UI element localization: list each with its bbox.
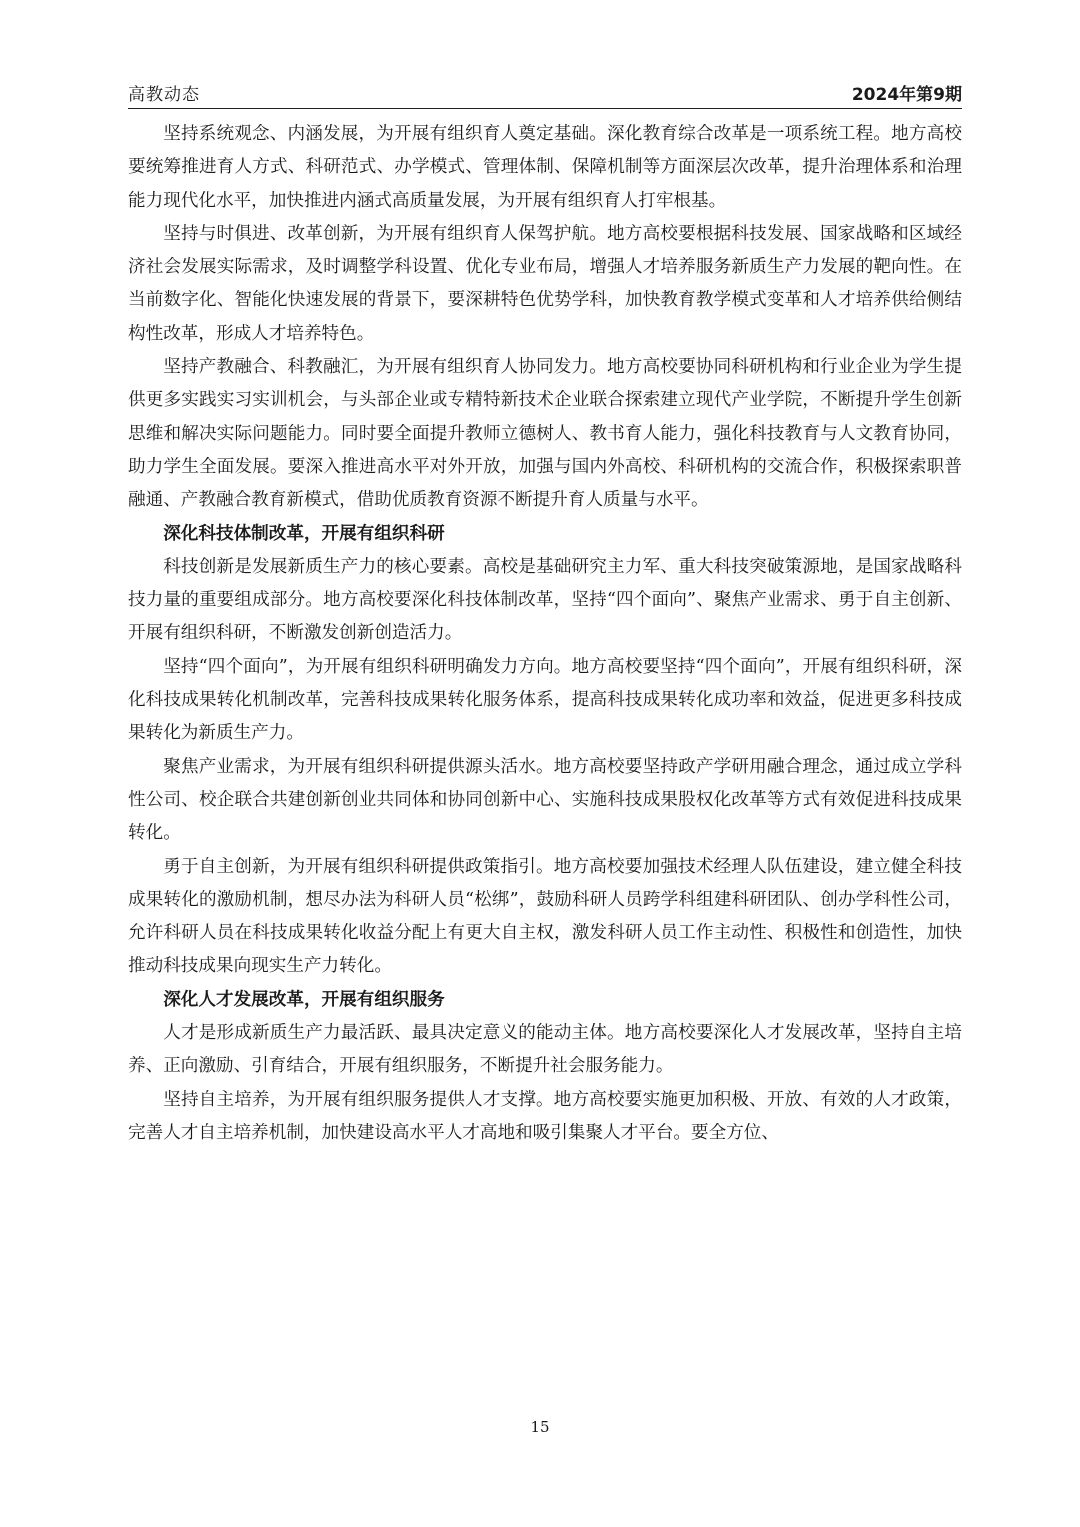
paragraph: 聚焦产业需求，为开展有组织科研提供源头活水。地方高校要坚持政产学研用融合理念，通过成立学科性公司、校企联合共建创新创业共同体和协同创新中心、实施科技成果股权化改革等方式有效促进科技成果转化。 (128, 756, 962, 844)
paragraph: 勇于自主创新，为开展有组织科研提供政策指引。地方高校要加强技术经理人队伍建设，建立健全科技成果转化的激励机制，想尽办法为科研人员“松绑”，鼓励科研人员跨学科组建科研团队、创办学科性公司，允许科研人员在科技成果转化收益分配上有更大自主权，激发科研人员工作主动性、积极性和创造性，加快推动科技成果向现实生产力转化。 (128, 856, 962, 977)
paragraph: 坚持产教融合、科教融汇，为开展有组织育人协同发力。地方高校要协同科研机构和行业企业为学生提供更多实践实习实训机会，与头部企业或专精特新技术企业联合探索建立现代产业学院，不断提升学生创新思维和解决实际问题能力。同时要全面提升教师立德树人、教书育人能力，强化科技教育与人文教育协同，助力学生全面发展。要深入推进高水平对外开放，加强与国内外高校、科研机构的交流合作，积极探索职普融通、产教融合教育新模式，借助优质教育资源不断提升育人质量与水平。 (128, 357, 962, 511)
paragraph: 坚持自主培养，为开展有组织服务提供人才支撑。地方高校要实施更加积极、开放、有效的人才政策，完善人才自主培养机制，加快建设高水平人才高地和吸引集聚人才平台。要全方位、 (128, 1089, 962, 1143)
page-header (128, 78, 962, 109)
section-heading: 深化人才发展改革，开展有组织服务 (163, 989, 445, 1010)
paragraph: 坚持与时俱进、改革创新，为开展有组织育人保驾护航。地方高校要根据科技发展、国家战略和区域经济社会发展实际需求，及时调整学科设置、优化专业布局，增强人才培养服务新质生产力发展的靶向性。在当前数字化、智能化快速发展的背景下，要深耕特色优势学科，加快教育教学模式变革和人才培养供给侧结构性改革，形成人才培养特色。 (128, 223, 962, 344)
paragraph: 坚持系统观念、内涵发展，为开展有组织育人奠定基础。深化教育综合改革是一项系统工程。地方高校要统筹推进育人方式、科研范式、办学模式、管理体制、保障机制等方面深层次改革，提升治理体系和治理能力现代化水平，加快推进内涵式高质量发展，为开展有组织育人打牢根基。 (128, 124, 962, 211)
page-number: 15 (530, 1418, 550, 1436)
paragraph: 科技创新是发展新质生产力的核心要素。高校是基础研究主力军、重大科技突破策源地，是国家战略科技力量的重要组成部分。地方高校要深化科技体制改革，坚持“四个面向”、聚焦产业需求、勇于自主创新、开展有组织科研，不断激发创新创造活力。 (128, 556, 962, 644)
issue-number: 2024年第9期 (851, 85, 962, 105)
article-body (128, 118, 962, 1150)
paragraph: 坚持“四个面向”，为开展有组织科研明确发力方向。地方高校要坚持“四个面向”，开展有组织科研，深化科技成果转化机制改革，完善科技成果转化服务体系，提高科技成果转化成功率和效益，促进更多科技成果转化为新质生产力。 (128, 656, 962, 744)
section-heading: 深化科技体制改革，开展有组织科研 (163, 523, 445, 544)
paragraph: 人才是形成新质生产力最活跃、最具决定意义的能动主体。地方高校要深化人才发展改革，坚持自主培养、正向激励、引育结合，开展有组织服务，不断提升社会服务能力。 (128, 1023, 962, 1077)
journal-name: 高教动态 (128, 85, 200, 105)
